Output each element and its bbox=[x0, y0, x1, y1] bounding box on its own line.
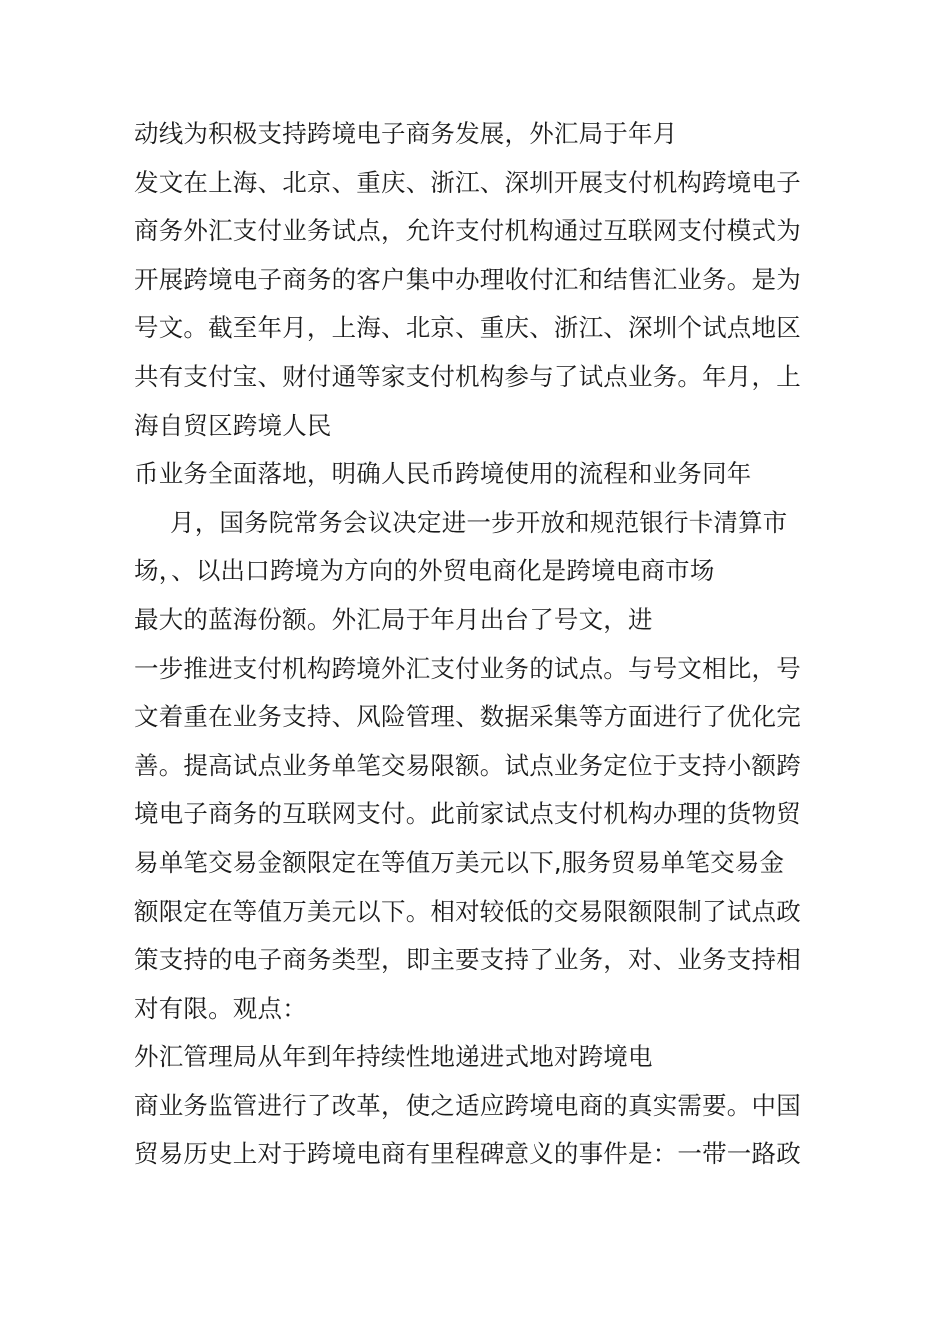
text-line: 境电子商务的互联网支付。此前家试点支付机构办理的货物贸 bbox=[134, 799, 801, 829]
text-line: 对有限。观点： bbox=[134, 993, 307, 1023]
text-line: 号文。截至年月，上海、北京、重庆、浙江、深圳个试点地区 bbox=[134, 313, 801, 343]
text-line: 动线为积极支持跨境电子商务发展，外汇局于年月 bbox=[134, 119, 678, 148]
text-line: 最大的蓝海份额。外汇局于年月出台了号文，进 bbox=[134, 604, 653, 634]
text-line: 一步推进支付机构跨境外汇支付业务的试点。与号文相比，号 bbox=[134, 653, 801, 683]
text-line: 币业务全面落地，明确人民币跨境使用的流程和业务同年 bbox=[134, 459, 752, 489]
body-text bbox=[134, 110, 834, 1179]
text-line: 外汇管理局从年到年持续性地递进式地对跨境电 bbox=[134, 1042, 653, 1072]
text-line: 共有支付宝、财付通等家支付机构参与了试点业务。年月，上 bbox=[134, 361, 801, 391]
text-line: 海自贸区跨境人民 bbox=[134, 410, 332, 440]
text-line: 策支持的电子商务类型，即主要支持了业务，对、业务支持相 bbox=[134, 945, 801, 975]
text-line: 商业务监管进行了改革，使之适应跨境电商的真实需要。中国 bbox=[134, 1090, 801, 1120]
text-line: 月，国务院常务会议决定进一步开放和规范银行卡清算市 bbox=[170, 507, 788, 537]
text-line: 易单笔交易金额限定在等值万美元以下,服务贸易单笔交易金 bbox=[134, 847, 785, 877]
text-line: 贸易历史上对于跨境电商有里程碑意义的事件是：一带一路政 bbox=[134, 1139, 801, 1169]
text-line: 开展跨境电子商务的客户集中办理收付汇和结售汇业务。是为 bbox=[134, 264, 801, 294]
text-line: 发文在上海、北京、重庆、浙江、深圳开展支付机构跨境电子 bbox=[134, 167, 801, 197]
text-line: 文着重在业务支持、风险管理、数据采集等方面进行了优化完 bbox=[134, 702, 801, 732]
text-line: 场，、以出口跨境为方向的外贸电商化是跨境电商市场 bbox=[134, 556, 715, 586]
text-line: 额限定在等值万美元以下。相对较低的交易限额限制了试点政 bbox=[134, 896, 801, 926]
text-line: 善。提高试点业务单笔交易限额。试点业务定位于支持小额跨 bbox=[134, 750, 801, 780]
text-line: 商务外汇支付业务试点，允许支付机构通过互联网支付模式为 bbox=[134, 216, 801, 246]
